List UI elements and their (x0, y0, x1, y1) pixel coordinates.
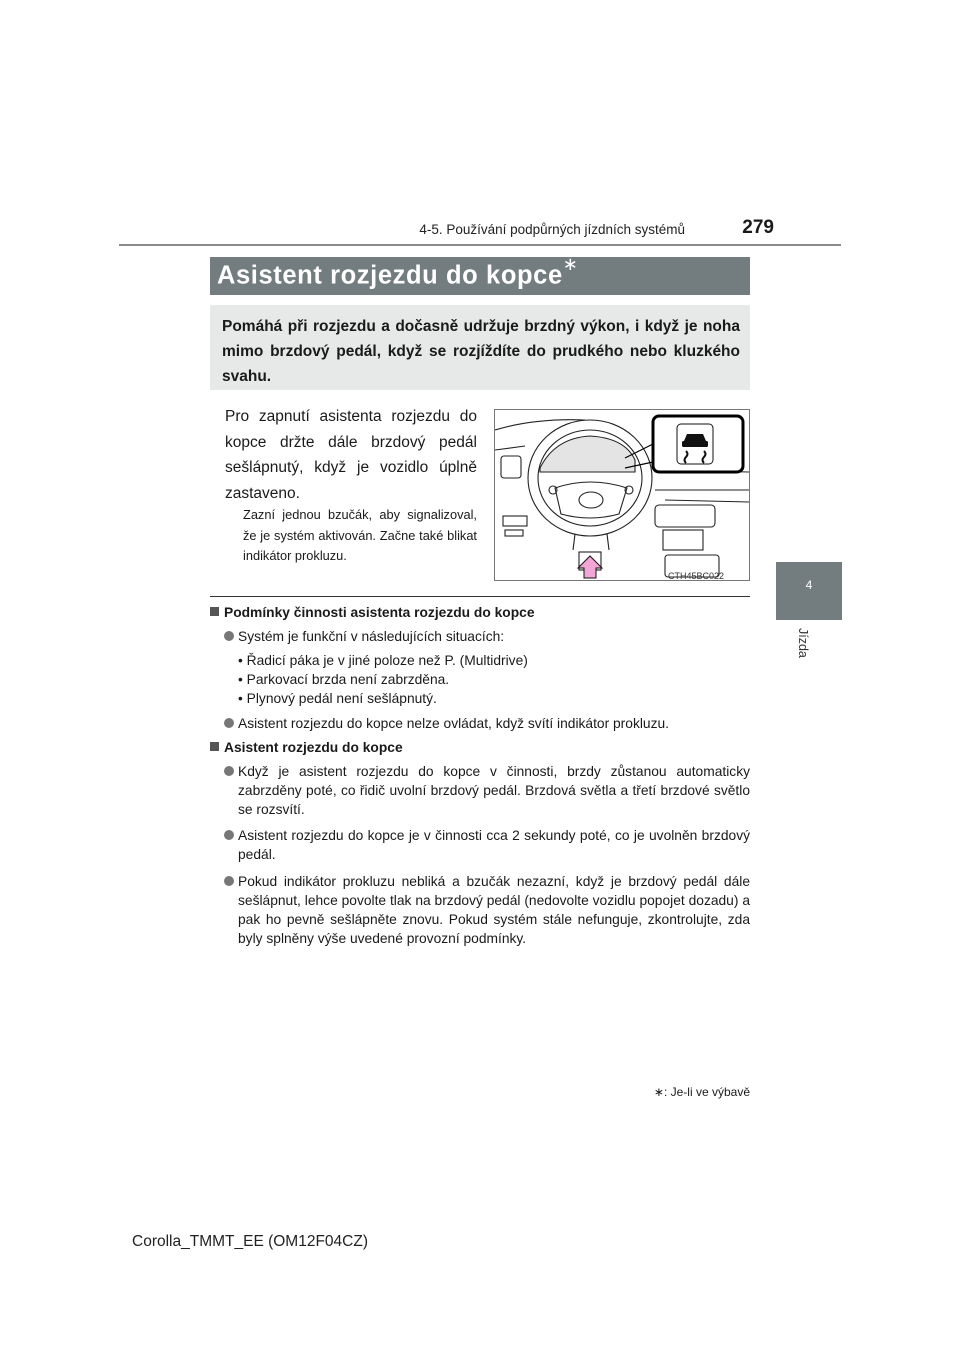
list-item (238, 627, 750, 646)
list-item-text: Systém je funkční v následujících situacích: (238, 629, 505, 644)
instruction-note: Zazní jednou bzučák, aby signalizoval, že je systém aktivován. Začne také blikat indikátor prokluzu. (243, 507, 477, 563)
section-heading-text: Podmínky činnosti asistenta rozjezdu do kopce (224, 605, 535, 620)
bullet-dot-icon (224, 876, 234, 886)
footnote-text: : Je-li ve výbavě (663, 1085, 750, 1099)
bullet-dot-icon (224, 766, 234, 776)
chapter-label (794, 628, 814, 688)
list-item (238, 872, 750, 948)
list-item (238, 826, 750, 864)
list-item-text: Asistent rozjezdu do kopce nelze ovládat, když svítí indikátor prokluzu. (238, 716, 669, 731)
list-item (238, 714, 750, 733)
list-item-text: Pokud indikátor prokluzu nebliká a bzučák nezazní, když je brzdový pedál dále sešlápnut, lehce povolte tlak na brzdový pedál (nedovolte vozidlu popojet dozadu) a pak ho pevně sešlápněte znovu. Pokud systém stále nefunguje, zkontrolujte, zda byly splněny výše uvedené provozní podmínky. (238, 874, 750, 946)
page-number: 279 (742, 217, 774, 238)
list-item (238, 762, 750, 819)
bullet-dot-icon (224, 631, 234, 641)
section-heading (210, 605, 535, 620)
chapter-label-text: Jízda (796, 628, 810, 658)
footnote-mark: ∗ (653, 1085, 664, 1099)
page-title (217, 254, 579, 291)
section-heading-text: Asistent rozjezdu do kopce (224, 740, 403, 755)
list-item-text: Když je asistent rozjezdu do kopce v činnosti, brzdy zůstanou automaticky zabrzděny poté, co řidič uvolní brzdový pedál. Brzdová světla a třetí brzdové světlo se rozsvítí. (238, 764, 750, 817)
condition-item: • Plynový pedál není sešlápnutý. (238, 691, 437, 706)
section-square-icon (210, 607, 219, 616)
title-footnote-mark: ∗ (562, 254, 579, 274)
section-square-icon (210, 742, 219, 751)
chapter-number: 4 (805, 578, 813, 592)
slip-indicator-icon (677, 424, 713, 464)
header-section-title: 4-5. Používání podpůrných jízdních systémů (419, 222, 685, 237)
dashboard-illustration (494, 409, 750, 581)
instruction-main: Pro zapnutí asistenta rozjezdu do kopce držte dále brzdový pedál sešlápnutý, když je vozidlo úplně zastaveno. (225, 408, 477, 502)
footnote (600, 1085, 750, 1099)
intro-text: Pomáhá při rozjezdu a dočasně udržuje brzdný výkon, i když je noha mimo brzdový pedál, když se rozjíždíte do prudkého nebo kluzkého svahu. (222, 318, 740, 385)
bullet-dot-icon (224, 830, 234, 840)
header-rule (119, 244, 841, 246)
condition-item: • Parkovací brzda není zabrzděna. (238, 672, 450, 687)
section-rule (210, 596, 750, 597)
list-item-text: Asistent rozjezdu do kopce je v činnosti cca 2 sekundy poté, co je uvolněn brzdový pedál. (238, 828, 750, 862)
condition-item: • Řadicí páka je v jiné poloze než P. (Multidrive) (238, 653, 528, 668)
dashboard-illustration-svg (495, 410, 749, 580)
figure-caption: CTH45BC022 (668, 571, 725, 581)
bullet-dot-icon (224, 718, 234, 728)
page-title-text: Asistent rozjezdu do kopce (217, 261, 563, 290)
section-heading (210, 740, 403, 755)
document-footer: Corolla_TMMT_EE (OM12F04CZ) (132, 1233, 368, 1250)
